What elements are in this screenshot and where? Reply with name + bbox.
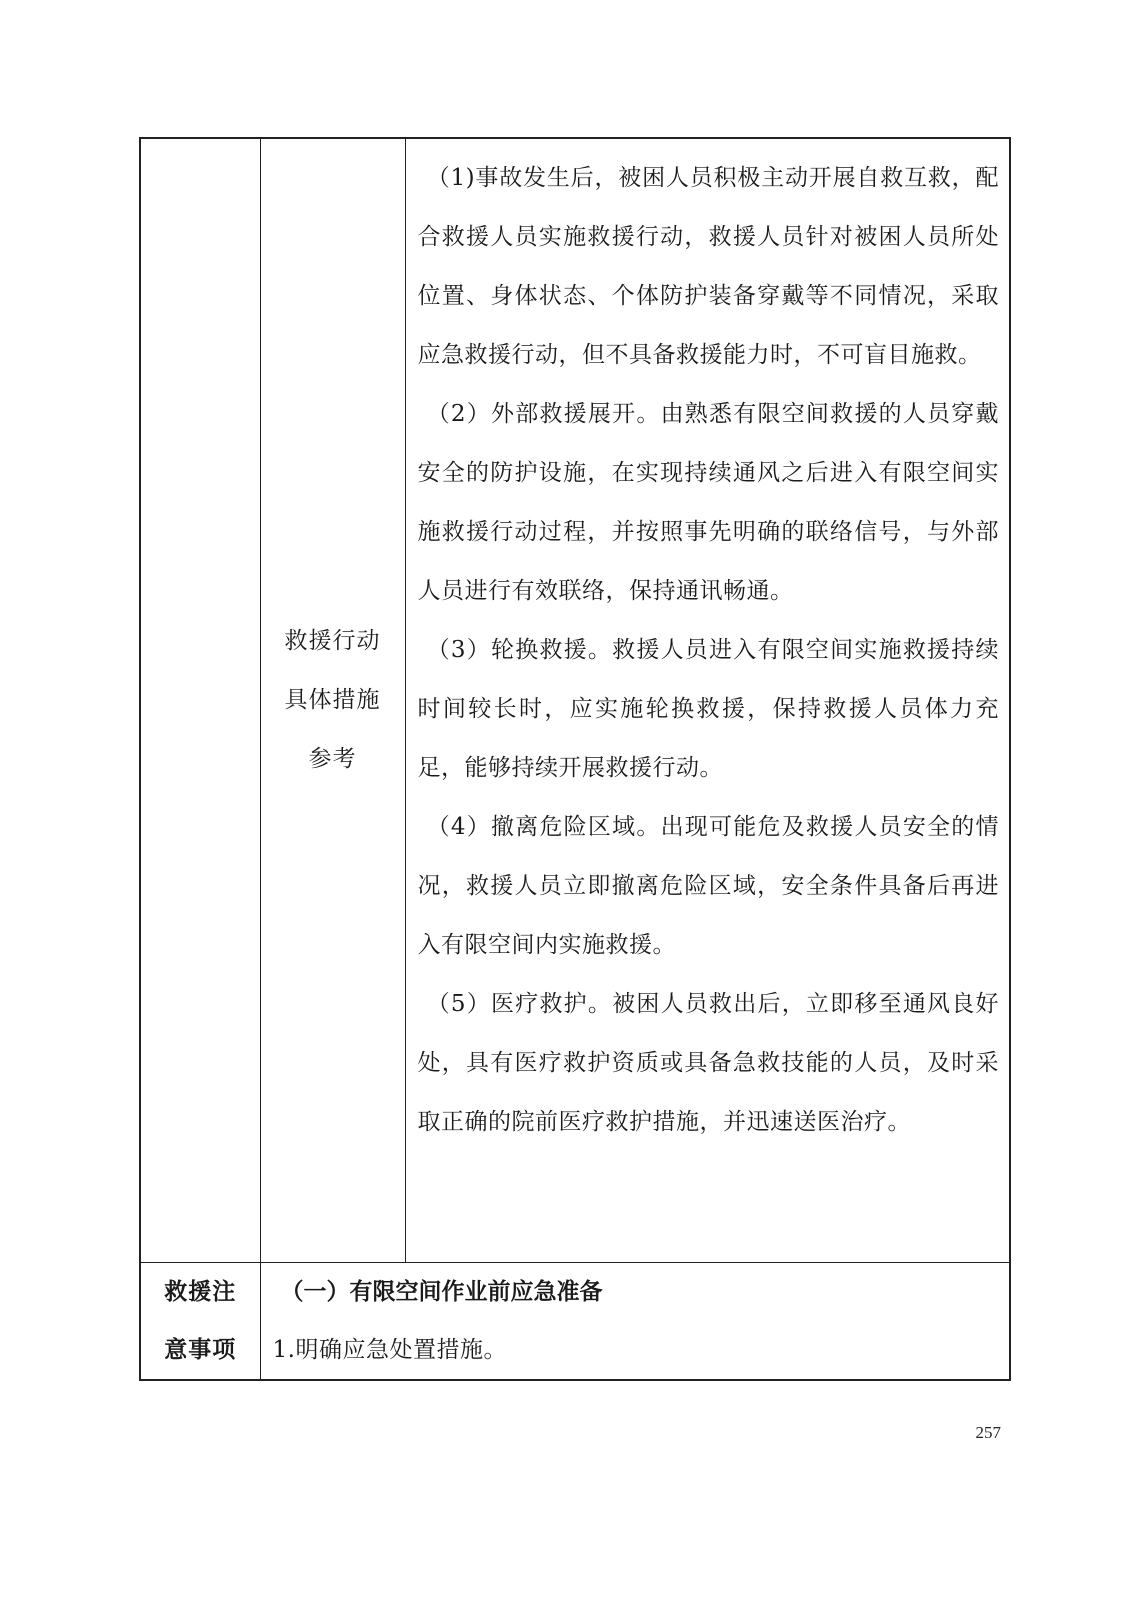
measures-content-cell [405,138,1010,1262]
sub-label-line: 具体措施 [284,686,381,713]
sub-label-line: 救援行动 [284,627,381,654]
page-number: 257 [975,1423,1001,1442]
sub-label-line: 参考 [308,745,357,772]
notes-content-cell [260,1262,1010,1380]
notes-heading: （一）有限空间作业前应急准备 [280,1278,603,1305]
measure-paragraph: （4）撤离危险区域。出现可能危及救援人员安全的情况，救援人员立即撤离危险区域，安全条件具备后再进入有限空间内实施救援。 [417,814,999,958]
measure-paragraph: （3）轮换救援。救援人员进入有限空间实施救援持续时间较长时，应实施轮换救援，保持救援人员体力充足，能够持续开展救援行动。 [417,637,999,781]
section-label-cell [140,138,260,1262]
notes-label-cell [140,1262,260,1380]
notes-item: 1.明确应急处置措施。 [272,1336,507,1363]
notes-label-line: 救援注 [164,1278,237,1305]
rescue-measures-row [140,138,1010,1262]
measure-paragraph: （1)事故发生后，被困人员积极主动开展自救互救，配合救援人员实施救援行动，救援人员针对被困人员所处位置、身体状态、个体防护装备穿戴等不同情况，采取应急救援行动，但不具备救援能力时，不可盲目施救。 [417,165,999,368]
content-table [139,137,1011,1381]
rescue-notes-row [140,1262,1010,1380]
notes-label-line: 意事项 [164,1336,237,1363]
sub-label-cell [260,138,405,1262]
measure-paragraph: （2）外部救援展开。由熟悉有限空间救援的人员穿戴安全的防护设施，在实现持续通风之后进入有限空间实施救援行动过程，并按照事先明确的联络信号，与外部人员进行有效联络，保持通讯畅通。 [417,401,999,604]
measure-paragraph: （5）医疗救护。被困人员救出后，立即移至通风良好处，具有医疗救护资质或具备急救技能的人员，及时采取正确的院前医疗救护措施，并迅速送医治疗。 [417,991,999,1135]
